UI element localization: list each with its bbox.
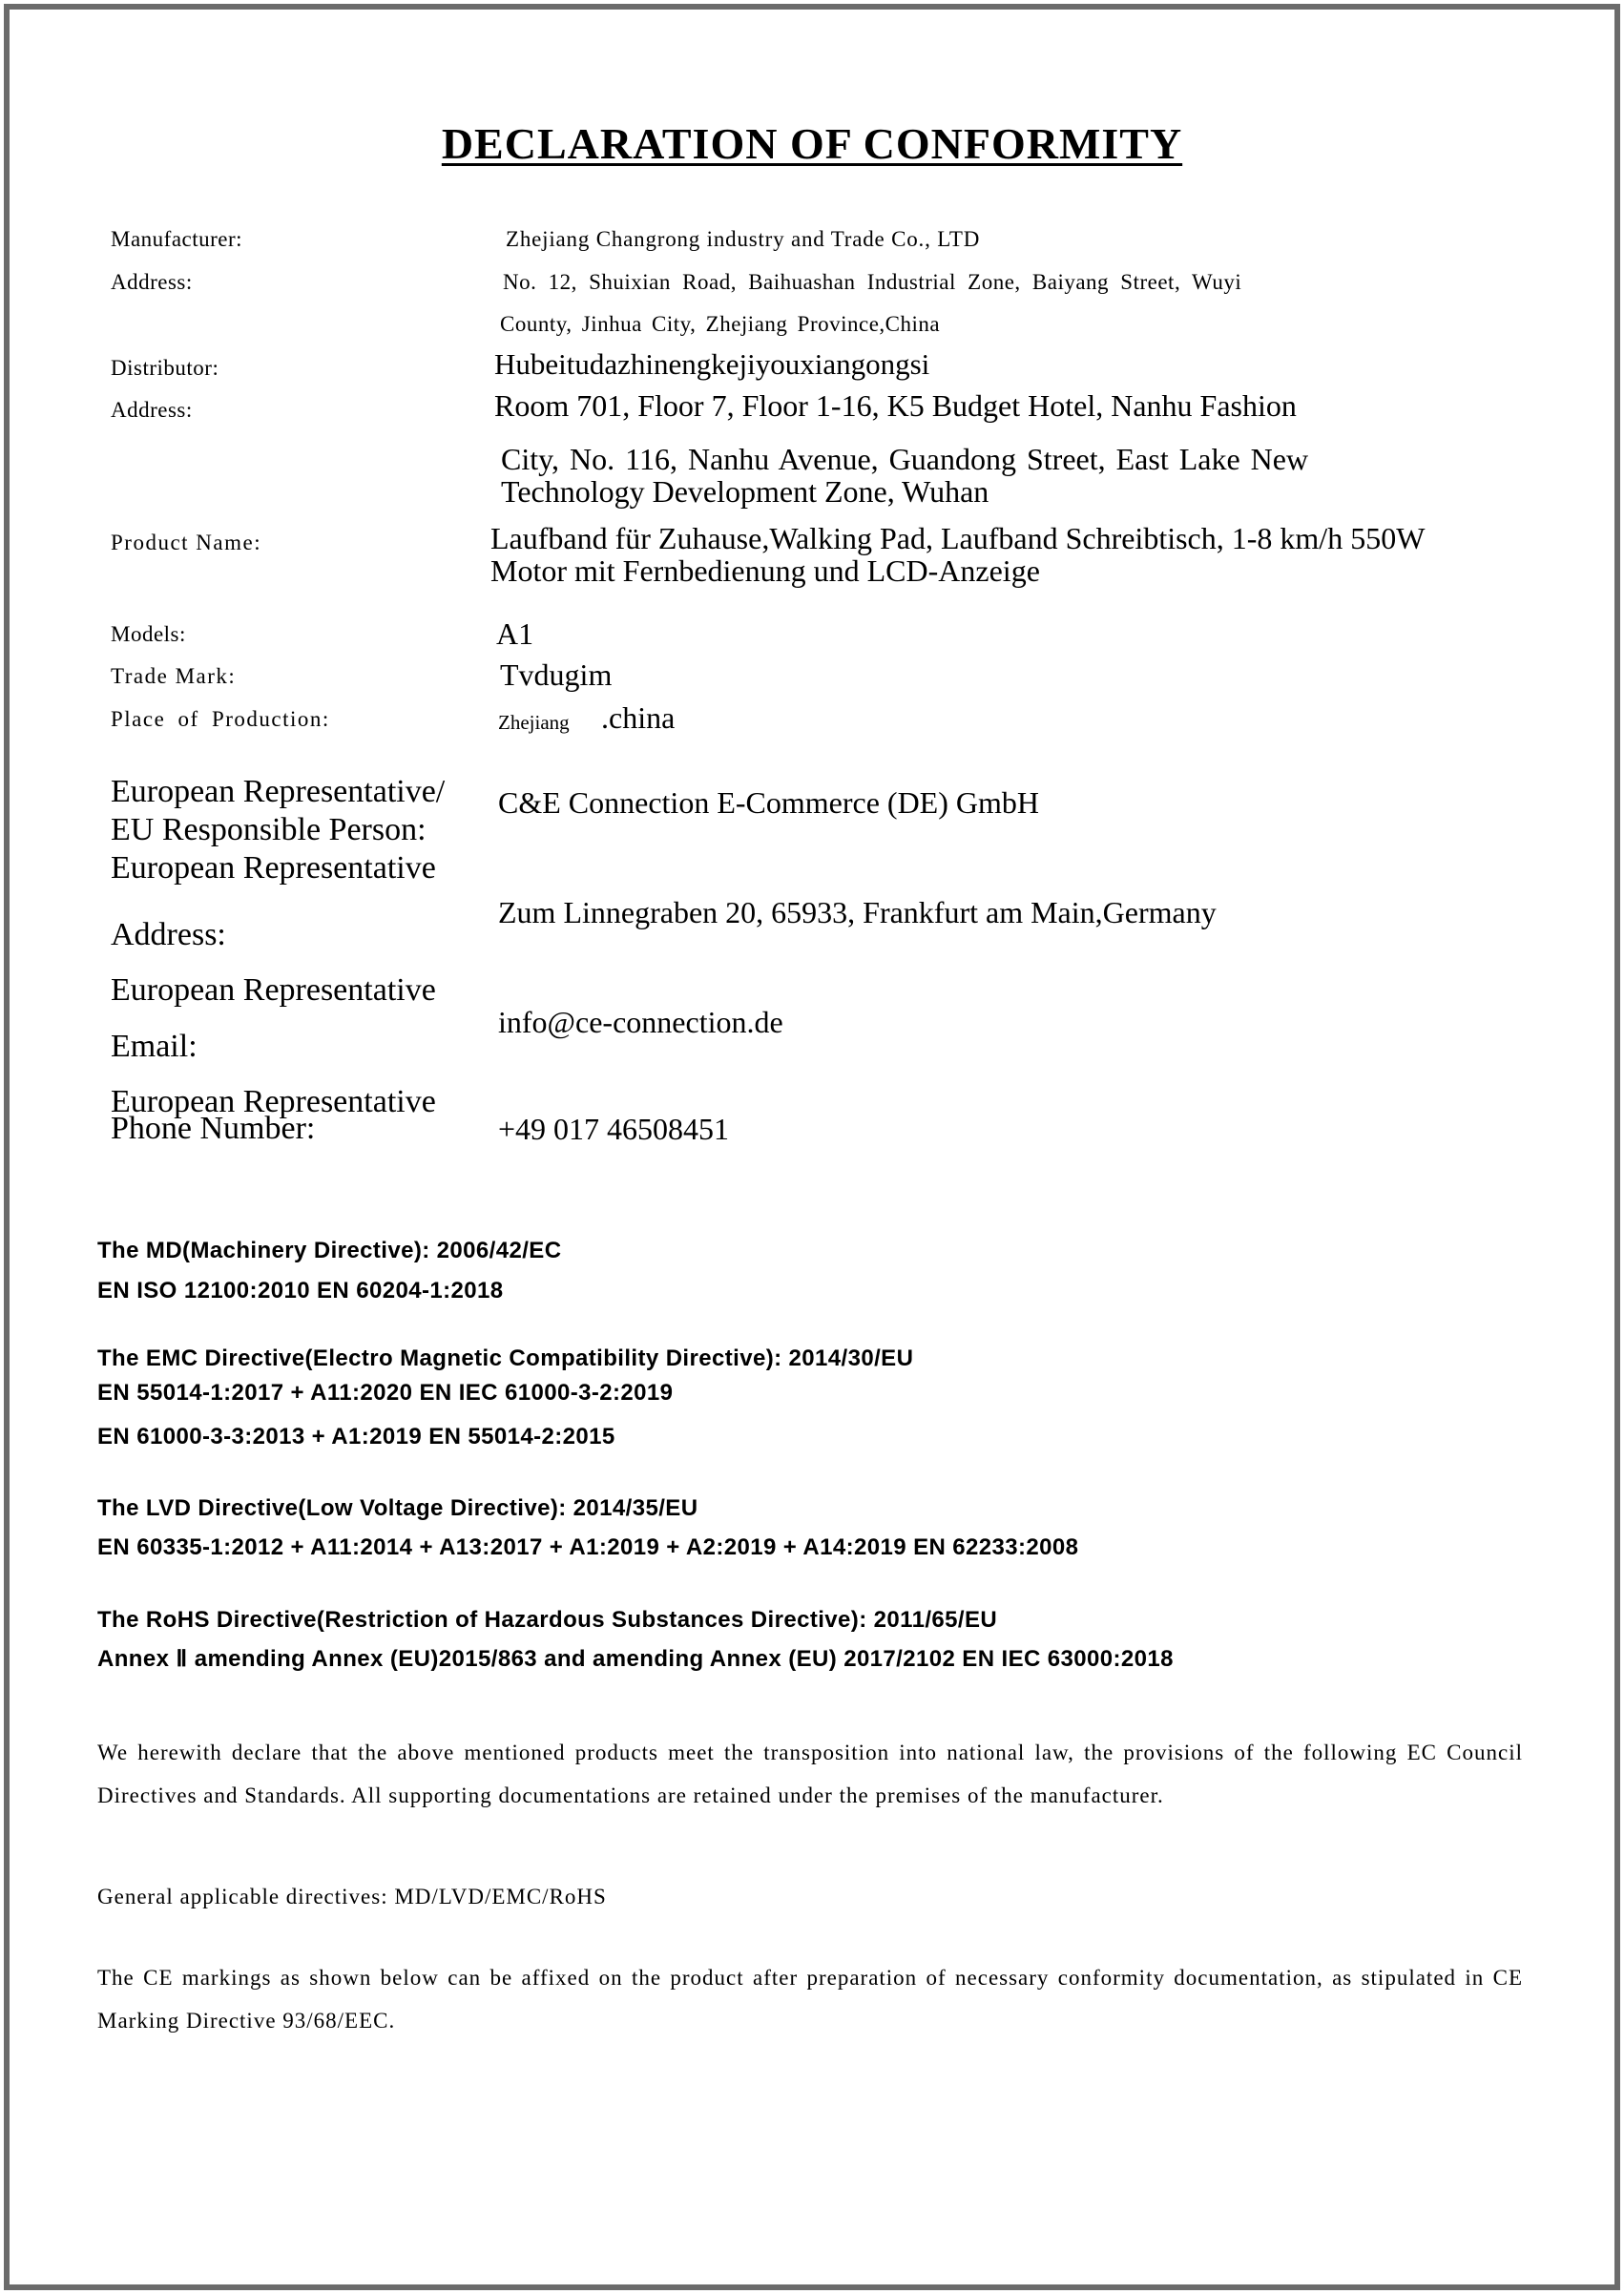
models-label: Models: [111,622,186,646]
distributor-address-line2: City, No. 116, Nanhu Avenue, Guandong Street, East Lake New [501,442,1309,476]
distributor-address-label: Address: [111,398,193,422]
eu-rep-label-line2: EU Responsible Person: [111,812,427,847]
lvd-directive-standards: EN 60335-1:2012 + A11:2014 + A13:2017 + A1:2019 + A2:2019 + A14:2019 EN 62233:2008 [97,1534,1079,1560]
eu-rep-email-value: info@ce-connection.de [498,1005,783,1039]
md-directive-standards: EN ISO 12100:2010 EN 60204-1:2018 [97,1278,504,1303]
general-applicable-directives: General applicable directives: MD/LVD/EMC/RoHS [97,1885,607,1908]
eu-rep-phone-label-line2: Phone Number: [111,1111,316,1146]
rohs-directive-standards: Annex Ⅱ amending Annex (EU)2015/863 and amending Annex (EU) 2017/2102 EN IEC 63000:2018 [97,1646,1174,1672]
place-of-production-label: Place of Production: [111,707,330,731]
trade-mark-label: Trade Mark: [111,664,237,688]
eu-rep-value: C&E Connection E-Commerce (DE) GmbH [498,785,1039,820]
manufacturer-label: Manufacturer: [111,227,243,251]
eu-rep-address-label-line1: European Representative [111,850,436,886]
distributor-label: Distributor: [111,356,219,380]
product-name-label: Product Name: [111,531,262,554]
product-name-line1: Laufband für Zuhause,Walking Pad, Laufband Schreibtisch, 1-8 km/h 550W [490,521,1426,555]
eu-rep-phone-value: +49 017 46508451 [498,1112,730,1146]
distributor-address-line1: Room 701, Floor 7, Floor 1-16, K5 Budget Hotel, Nanhu Fashion [494,388,1297,423]
emc-directive-title: The EMC Directive(Electro Magnetic Compatibility Directive): 2014/30/EU [97,1345,914,1371]
eu-rep-email-label-line1: European Representative [111,972,436,1008]
product-name-line2: Motor mit Fernbedienung und LCD-Anzeige [490,553,1040,588]
md-directive-title: The MD(Machinery Directive): 2006/42/EC [97,1238,562,1263]
eu-rep-address-label-line2: Address: [111,917,226,952]
eu-rep-label-line1: European Representative/ [111,774,446,809]
distributor-value: Hubeitudazhinengkejiyouxiangongsi [494,347,930,381]
emc-directive-standards-1: EN 55014-1:2017 + A11:2020 EN IEC 61000-3-2:2019 [97,1380,674,1406]
declaration-statement: We herewith declare that the above mentioned products meet the transposition into national law, the provisions of the following EC Council Directives and Standards. All supporting documentations are retained under the premises of the manufacturer. [97,1741,1523,1807]
place-of-production-country: .china [601,700,676,735]
eu-rep-address-value: Zum Linnegraben 20, 65933, Frankfurt am Main,Germany [498,895,1217,929]
manufacturer-value: Zhejiang Changrong industry and Trade Co., LTD [506,227,981,251]
lvd-directive-title: The LVD Directive(Low Voltage Directive): 2014/35/EU [97,1495,698,1521]
document-title: DECLARATION OF CONFORMITY [441,119,1183,168]
distributor-address-line3: Technology Development Zone, Wuhan [501,474,989,509]
eu-rep-phone-label-line1: European Representative [111,1084,436,1119]
manufacturer-address-label: Address: [111,270,193,294]
trade-mark-value: Tvdugim [500,657,613,692]
place-of-production-province: Zhejiang [498,711,570,734]
manufacturer-address-line2: County, Jinhua City, Zhejiang Province,China [500,312,941,336]
models-value: A1 [496,616,534,651]
rohs-directive-title: The RoHS Directive(Restriction of Hazardous Substances Directive): 2011/65/EU [97,1607,998,1633]
manufacturer-address-line1: No. 12, Shuixian Road, Baihuashan Industrial Zone, Baiyang Street, Wuyi [503,270,1242,294]
ce-marking-note: The CE markings as shown below can be affixed on the product after preparation of necessary conformity documentation, as stipulated in CE Marking Directive 93/68/EEC. [97,1966,1523,2033]
emc-directive-standards-2: EN 61000-3-3:2013 + A1:2019 EN 55014-2:2015 [97,1424,615,1449]
eu-rep-email-label-line2: Email: [111,1029,198,1064]
